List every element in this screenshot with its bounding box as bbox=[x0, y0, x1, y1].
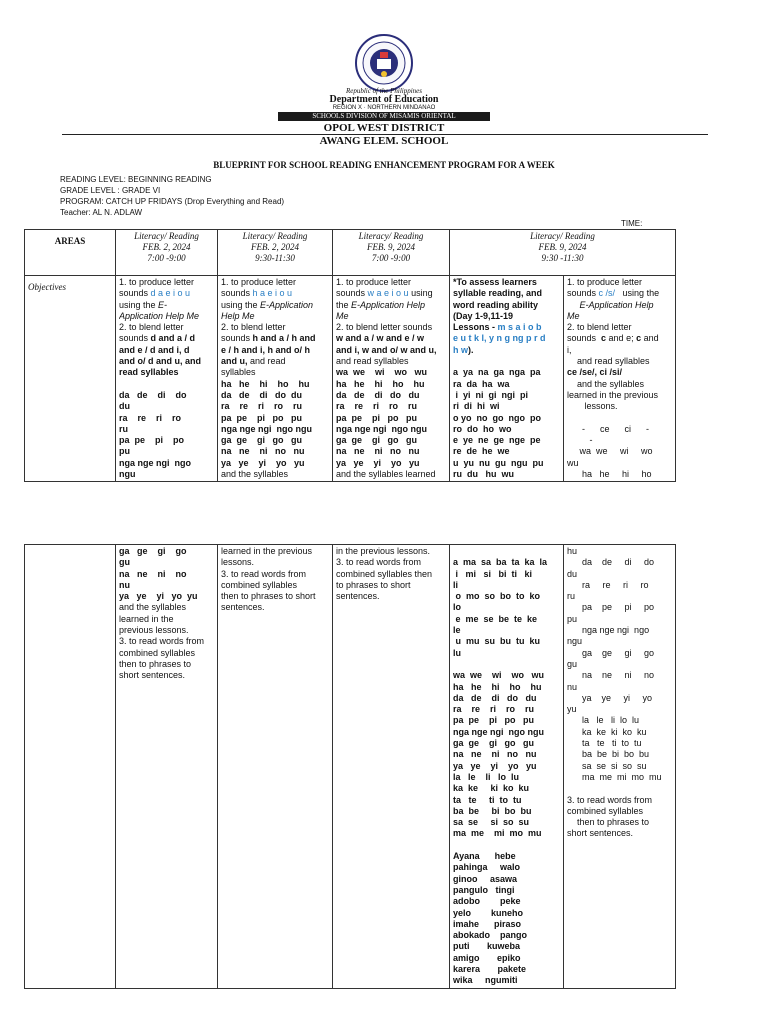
cell-c3-part2: in the previous lessons. 3. to read words from combined syllables then to phrases to short sentences. bbox=[333, 545, 450, 989]
time-label: TIME: bbox=[621, 219, 643, 228]
cell-c4-part1: *To assess learners syllable reading, and word reading ability (Day 1-9,11-19 Lessons - m s a i o b e u t k l, y n g ng p r d h w). a ya na ga nga pa ra da ha wa i yi ni gi ngi pi ri di hi wi o yo no go ngo po ro do ho wo e ye ne ge nge pe re de he we u yu nu gu ngu pu ru du hu wu bbox=[450, 276, 564, 482]
program: PROGRAM: CATCH UP FRIDAYS (Drop Everything and Read) bbox=[60, 197, 285, 206]
areas-header: AREAS bbox=[25, 230, 116, 276]
grade-level: GRADE LEVEL : GRADE VI bbox=[60, 186, 161, 195]
teacher: Teacher: AL N. ADLAW bbox=[60, 208, 143, 217]
cell-c5-part1: 1. to produce letter sounds c /s/ using the E-Application Help Me 2. to blend letter sounds c and e; c and i, and read syllables ce /se/, ci /si/ and the syllables learned in the previous lessons. - ce ci - - wa we wi wo wu ha he hi ho bbox=[564, 276, 676, 482]
division-text: SCHOOLS DIVISION OF MISAMIS ORIENTAL bbox=[312, 112, 456, 120]
cell-c2-part1: 1. to produce letter sounds h a e i o u using the E-Application Help Me 2. to blend letter sounds h and a / h and e / h and i, h and o/ h and u, and read syllables ha he hi ho hu da de di do du ra re ri ro ru pa pe pi po pu nga nge ngi ngo ngu ga ge gi go gu na ne ni no nu ya ye yi yo yu and the syllables bbox=[218, 276, 333, 482]
areas-blank bbox=[25, 545, 116, 989]
cell-c1-part1: 1. to produce letter sounds d a e i o u using the E- Application Help Me 2. to blend letter sounds d and a / d and e / d and i, d and o/ d and u, and read syllables da de di do du ra re ri ro ru pa pe pi po pu nga nge ngi ngo ngu bbox=[116, 276, 218, 482]
blueprint-table-part2 bbox=[24, 544, 676, 989]
cell-c5-part2: hu da de di do du ra re ri ro ru pa pe pi po pu nga nge ngi ngo ngu ga ge gi go gu na ne ni no nu ya ye yi yo yu la le li lo lu ka ke ki ko ku ta te ti to tu ba be bi bo bu sa se si so su ma me mi mo mu 3. to read words from combined syllables then to phrases to short sentences. bbox=[564, 545, 676, 989]
col-header-2: Literacy/ Reading FEB. 2, 2024 9:30-11:30 bbox=[218, 230, 333, 276]
deped-seal bbox=[355, 34, 413, 92]
cell-c2-part2: learned in the previous lessons. 3. to read words from combined syllables then to phrases to short sentences. bbox=[218, 545, 333, 989]
school-text: AWANG ELEM. SCHOOL bbox=[319, 135, 449, 147]
cell-c4-part2: a ma sa ba ta ka la i mi si bi ti ki li o mo so bo to ko lo e me se be te ke le u mu su bu tu ku lu wa we wi wo wu ha he hi ho hu da de di do du ra re ri ro ru pa pe pi po pu nga nge ngi ngo ngu ga ge gi go gu na ne ni no nu ya ye yi yo yu la le li lo lu ka ke ki ko ku ta te ti to tu ba be bi bo bu sa se si so su ma me mi mo mu Ayana hebe pahinga walo ginoo asawa pangulo tingi adobo peke yelo kuneho imahe piraso abokado pango puti kuweba amigo epiko karera pakete wika ngumiti bbox=[450, 545, 564, 989]
reading-level: READING LEVEL: BEGINNING READING bbox=[60, 175, 212, 184]
col-header-4: Literacy/ Reading FEB. 9, 2024 9:30 -11:30 bbox=[450, 230, 676, 276]
republic-text: Republic of the Philippines bbox=[345, 87, 422, 95]
col-header-1: Literacy/ Reading FEB. 2, 2024 7:00 -9:00 bbox=[116, 230, 218, 276]
district-text: OPOL WEST DISTRICT bbox=[323, 122, 445, 134]
region-text: REGION X · NORTHERN MINDANAO bbox=[332, 105, 436, 111]
cell-c3-part1: 1. to produce letter sounds w a e i o u using the E-Application Help Me 2. to blend letter sounds w and a / w and e / w and i, w and o/ w and u, and read syllables wa we wi wo wu ha he hi ho hu da de di do du ra re ri ro ru pa pe pi po pu nga nge ngi ngo ngu ga ge gi go gu na ne ni no nu ya ye yi yo yu and the syllables learned bbox=[333, 276, 450, 482]
col-header-3: Literacy/ Reading FEB. 9, 2024 7:00 -9:00 bbox=[333, 230, 450, 276]
doc-title: BLUEPRINT FOR SCHOOL READING ENHANCEMENT PROGRAM FOR A WEEK bbox=[213, 160, 555, 170]
objectives-label: Objectives bbox=[25, 276, 116, 482]
blueprint-table-part1 bbox=[24, 229, 676, 482]
department-text: Department of Education bbox=[329, 94, 439, 105]
cell-c1-part2: ga ge gi go gu na ne ni no nu ya ye yi yo yu and the syllables learned in the previous lessons. 3. to read words from combined syllables then to phrases to short sentences. bbox=[116, 545, 218, 989]
